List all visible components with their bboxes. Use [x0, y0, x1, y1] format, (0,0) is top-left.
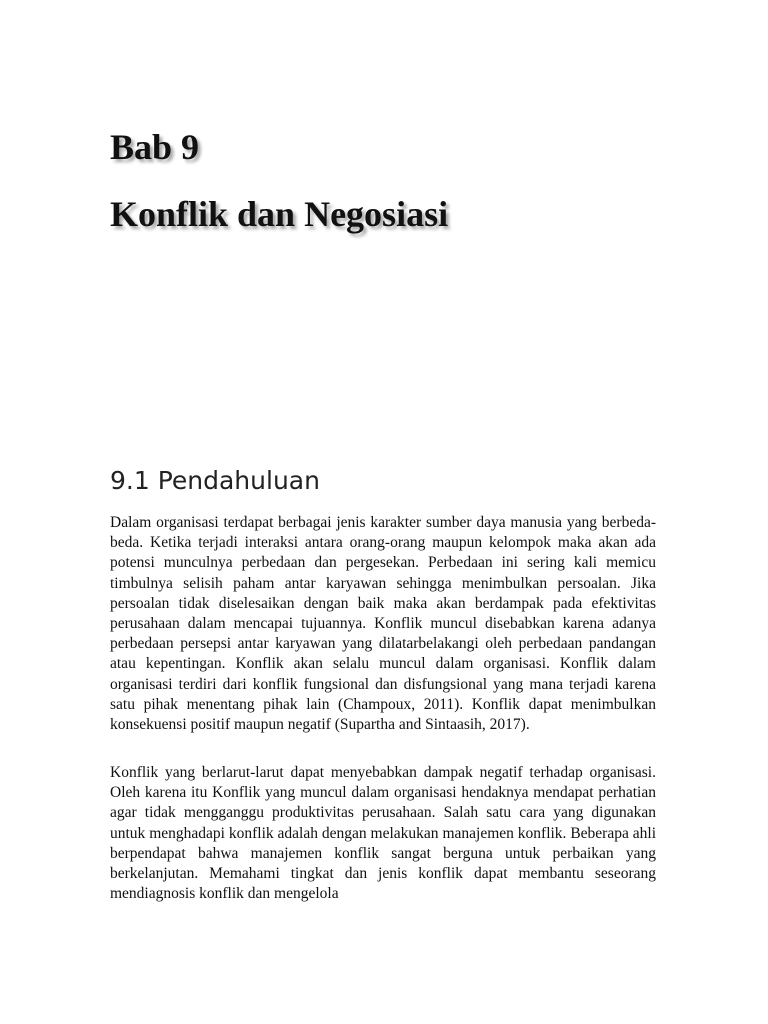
body-paragraph: Dalam organisasi terdapat berbagai jenis karakter sumber daya manusia yang berbeda-beda. Ketika terjadi interaksi antara orang-orang maupun kelompok maka akan ada potensi munculnya perbedaan dan pergesekan. Perbedaan ini sering kali memicu timbulnya selisih paham antar karyawan sehingga menimbulkan persoalan. Jika persoalan tidak diselesaikan dengan baik maka akan berdampak pada efektivitas perusahaan dalam mencapai tujuannya. Konflik muncul disebabkan karena adanya perbedaan persepsi antar karyawan yang dilatarbelakangi oleh perbedaan pandangan atau kepentingan. Konflik akan selalu muncul dalam organisasi. Konflik dalam organisasi terdiri dari konflik fungsional dan disfungsional yang mana terjadi karena satu pihak menentang pihak lain (Champoux, 2011). Konflik dapat menimbulkan konsekuensi positif maupun negatif (Supartha and Sintaasih, 2017).: [110, 514, 656, 734]
section-heading: 9.1 Pendahuluan: [110, 466, 320, 495]
chapter-number: Bab 9: [110, 127, 200, 167]
chapter-title: Konflik dan Negosiasi: [110, 194, 449, 234]
body-paragraph: Konflik yang berlarut-larut dapat menyebabkan dampak negatif terhadap organisasi. Oleh karena itu Konflik yang muncul dalam organisasi hendaknya mendapat perhatian agar tidak mengganggu produktivitas perusahaan. Salah satu cara yang digunakan untuk menghadapi konflik adalah dengan melakukan manajemen konflik. Beberapa ahli berpendapat bahwa manajemen konflik sangat berguna untuk perbaikan yang berkelanjutan. Memahami tingkat dan jenis konflik dapat membantu seseorang mendiagnosis konflik dan mengelola: [110, 764, 656, 903]
